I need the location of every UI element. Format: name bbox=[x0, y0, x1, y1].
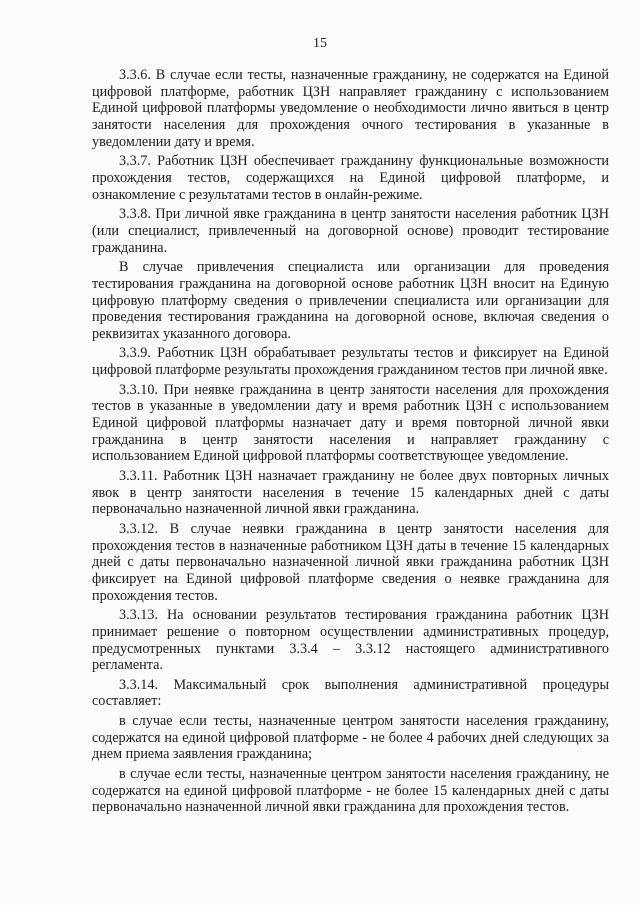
paragraph-3-3-13: 3.3.13. На основании результатов тестирования гражданина работник ЦЗН принимает решение о повторном осуществлении административных процедур, предусмотренных пунктами 3.3.4 – 3.3.12 настоящего административного регламента. bbox=[92, 607, 609, 674]
page-number: 15 bbox=[313, 36, 327, 51]
paragraph-3-3-11: 3.3.11. Работник ЦЗН назначает гражданину не более двух повторных личных явок в центр занятости населения в течение 15 календарных дней с даты первоначально назначенной личной явки гражданина. bbox=[92, 467, 609, 518]
paragraph-3-3-6: 3.3.6. В случае если тесты, назначенные гражданину, не содержатся на Единой цифровой платформе, работник ЦЗН направляет гражданину с использованием Единой цифровой платформы уведомление о необходимости лично явиться в центр занятости населения для прохождения очного тестирования в указанные в уведомлении дату и время. bbox=[92, 67, 609, 150]
paragraph-specialist-involvement: В случае привлечения специалиста или организации для проведения тестирования гражданина на договорной основе работник ЦЗН вносит на Единую цифровую платформу сведения о привлечении специалиста или организации для проведения тестирования гражданина на договорной основе, включая сведения о реквизитах указанного договора. bbox=[92, 259, 609, 342]
paragraph-3-3-9: 3.3.9. Работник ЦЗН обрабатывает результаты тестов и фиксирует на Единой цифровой платформе результаты прохождения гражданином тестов при личной явке. bbox=[92, 345, 609, 379]
paragraph-term-tests-on-platform: в случае если тесты, назначенные центром занятости населения гражданину, содержатся на единой цифровой платформе - не более 4 рабочих дней следующих за днем приема заявления гражданина; bbox=[92, 712, 609, 763]
paragraph-3-3-10: 3.3.10. При неявке гражданина в центр занятости населения для прохождения тестов в указанные в уведомлении дату и время работник ЦЗН с использованием Единой цифровой платформы назначает дату и время повторной личной явки гражданина в центр занятости населения и направляет гражданину с использованием Единой цифровой платформы соответствующее уведомление. bbox=[92, 381, 609, 465]
paragraph-3-3-8: 3.3.8. При личной явке гражданина в центр занятости населения работник ЦЗН (или специалист, привлеченный на договорной основе) проводит тестирование гражданина. bbox=[92, 206, 609, 256]
paragraph-term-tests-not-on-platform: в случае если тесты, назначенные центром занятости населения гражданину, не содержатся на единой цифровой платформе - не более 15 календарных дней с даты первоначально назначенной личной явки гражданина для прохождения тестов. bbox=[92, 765, 609, 816]
paragraph-3-3-14: 3.3.14. Максимальный срок выполнения административной процедуры составляет: bbox=[92, 676, 609, 710]
paragraph-3-3-7: 3.3.7. Работник ЦЗН обеспечивает гражданину функциональные возможности прохождения тестов, содержащихся на Единой цифровой платформе, и ознакомление с результатами тестов в онлайн-режиме. bbox=[92, 153, 609, 203]
paragraph-3-3-12: 3.3.12. В случае неявки гражданина в центр занятости населения для прохождения тестов в назначенные работником ЦЗН даты в течение 15 календарных дней с даты первоначально назначенной личной явки гражданина работник ЦЗН фиксирует на Единой цифровой платформе сведения о неявке гражданина для прохождения тестов. bbox=[92, 520, 609, 604]
document-body bbox=[92, 67, 609, 819]
